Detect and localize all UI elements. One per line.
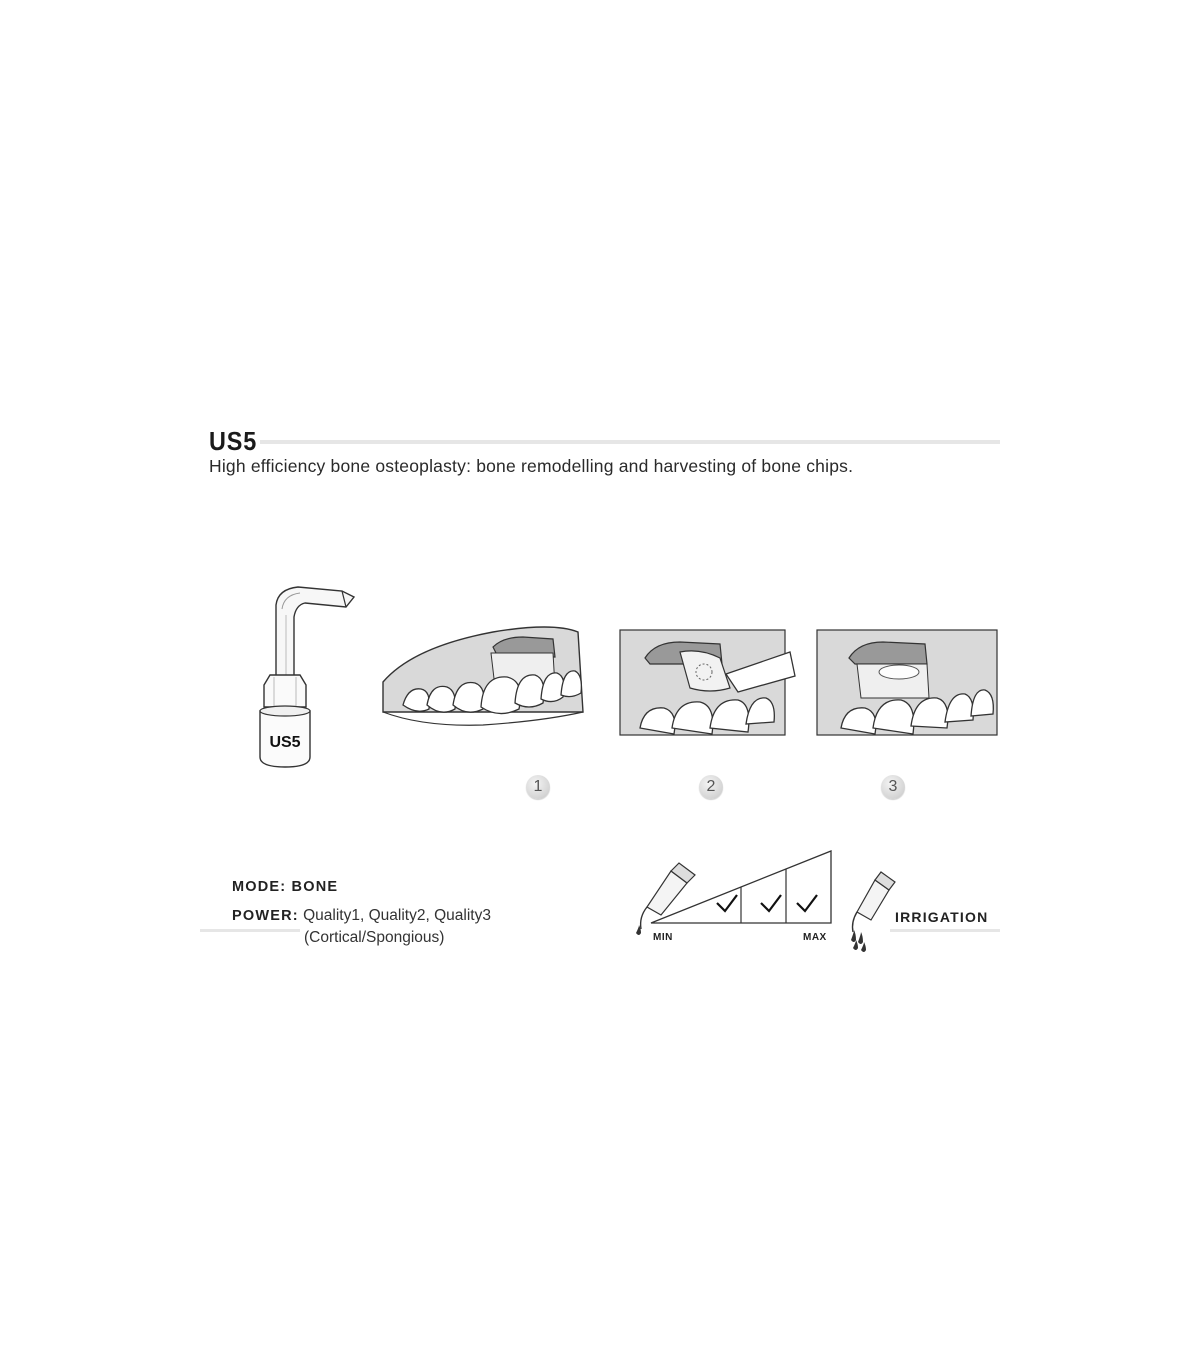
step-badge-2: 2: [699, 775, 723, 799]
step-2-illustration: [620, 628, 795, 743]
max-label: MAX: [803, 932, 827, 943]
us5-tip-illustration: [250, 585, 360, 785]
handpiece-min-icon: [636, 863, 695, 935]
step-badge-1: 1: [526, 775, 550, 799]
irrigation-icon: [845, 862, 895, 952]
power-note: (Cortical/Spongious): [304, 929, 445, 946]
power-scale: [625, 845, 865, 955]
page-title: US5: [209, 426, 258, 456]
page-subtitle: High efficiency bone osteoplasty: bone remodelling and harvesting of bone chips.: [209, 456, 854, 476]
step-3-illustration: [817, 628, 1002, 743]
step-badge-3: 3: [881, 775, 905, 799]
power-value: Quality1, Quality2, Quality3: [303, 907, 491, 924]
power-line: [232, 907, 491, 925]
step-1-illustration: [383, 617, 593, 732]
mode-text: MODE: BONE: [232, 879, 339, 895]
tip-label: US5: [269, 734, 301, 751]
bottom-divider-right: [890, 929, 1000, 932]
power-label: POWER:: [232, 908, 299, 924]
min-label: MIN: [653, 932, 673, 943]
irrigation-label: IRRIGATION: [895, 909, 989, 925]
bottom-divider-left: [200, 929, 300, 932]
title-divider: [260, 440, 1000, 444]
